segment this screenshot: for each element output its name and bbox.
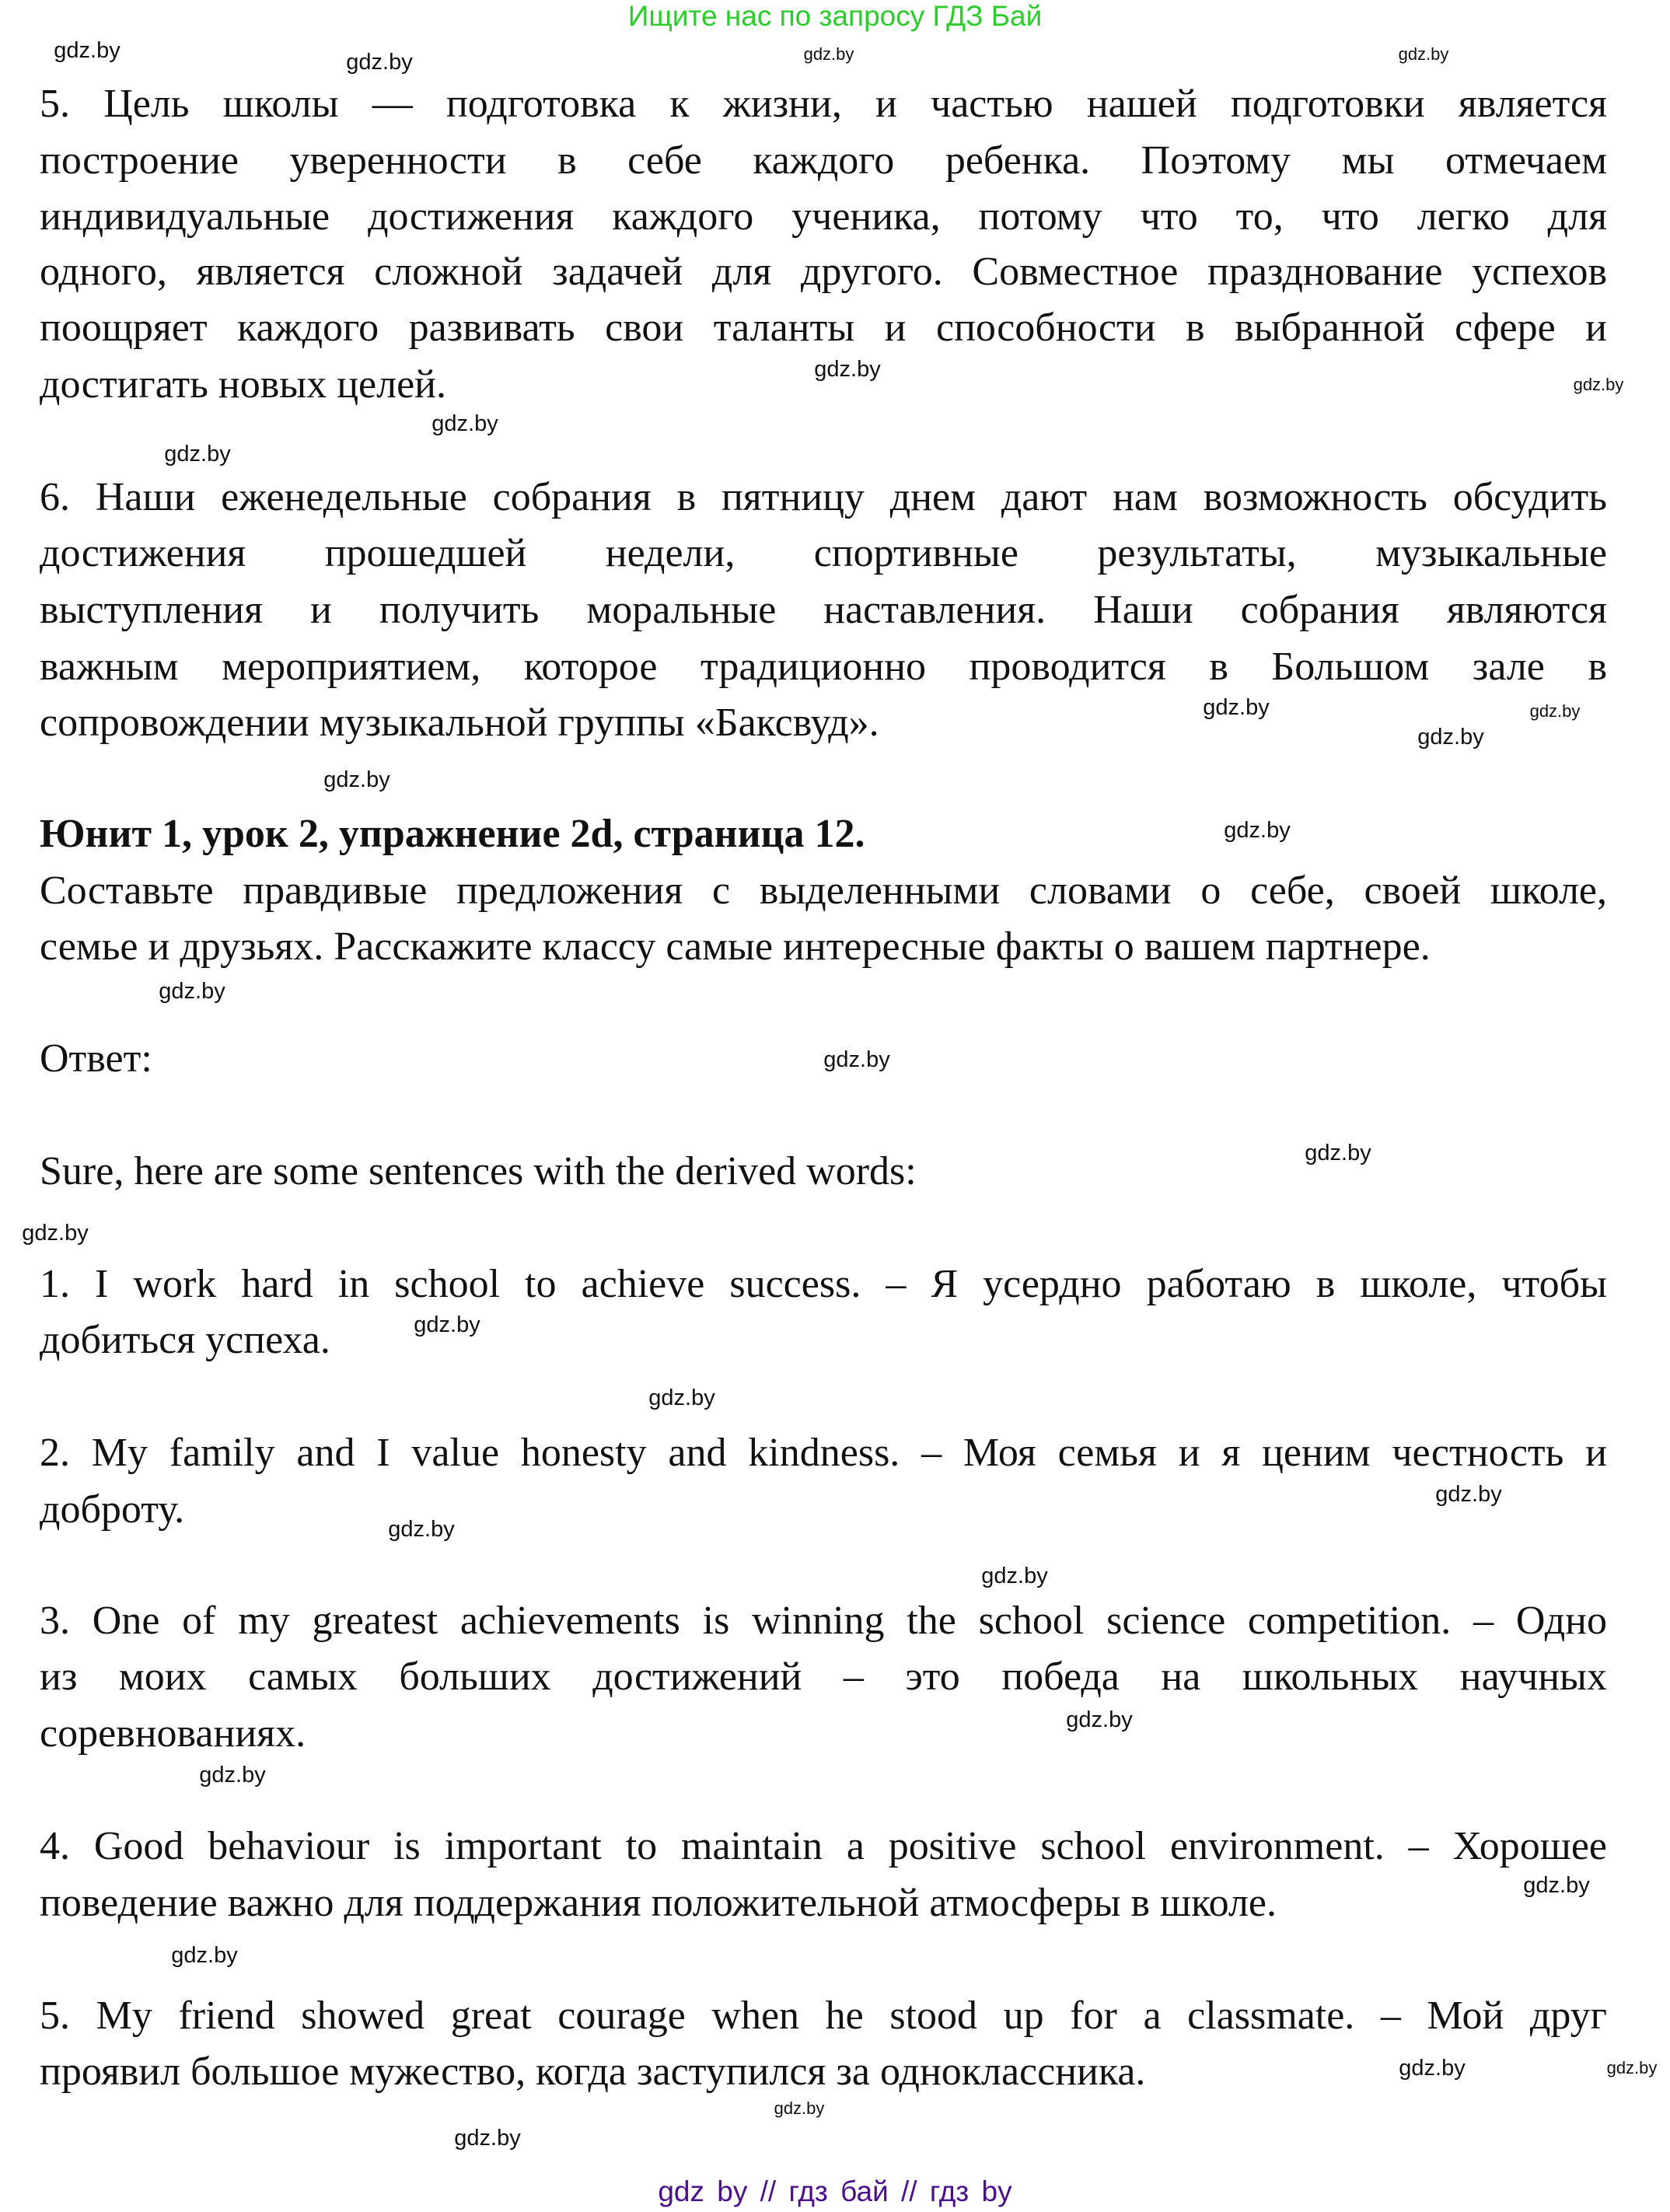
text-line: доброту. [40,1487,185,1532]
text-line: поведение важно для поддержания положительной атмосферы в школе. [40,1881,1277,1925]
text-line: индивидуальные достижения каждого ученика, потому что то, что легко для [40,194,1607,239]
watermark: gdz.by [1398,44,1449,64]
watermark: gdz.by [1203,695,1270,720]
watermark: gdz.by [22,1221,89,1246]
text-line: Ответ: [40,1036,152,1081]
text-line: 5. My friend showed great courage when he stood up for a classmate. – Мой друг [40,1994,1607,2038]
text-line: добиться успеха. [40,1318,330,1362]
watermark: gdz.by [414,1312,480,1337]
text-line: поощряет каждого развивать свои таланты и способности в выбранной сфере и [40,306,1607,350]
text-line: сопровождении музыкальной группы «Баксвуд». [40,701,879,745]
section-heading: Юнит 1, урок 2, упражнение 2d, страница 12. [40,812,865,856]
watermark: gdz.by [171,1943,238,1968]
watermark: gdz.by [1606,2058,1658,2077]
watermark: gdz.by [1573,375,1624,394]
text-line: построение уверенности в себе каждого ребенка. Поэтому мы отмечаем [40,138,1607,183]
watermark: gdz.by [1523,1873,1590,1898]
watermark: gdz.by [323,767,390,792]
watermark: gdz.by [454,2126,521,2151]
watermark: gdz.by [1435,1482,1502,1507]
top-banner-link[interactable]: Ищите нас по запросу ГДЗ Бай [627,0,1043,32]
watermark: gdz.by [54,38,121,63]
bottom-banner-link[interactable]: gdz by // гдз бай // гдз by [658,2175,1012,2207]
watermark: gdz.by [159,979,225,1004]
watermark: gdz.by [431,411,498,436]
watermark: gdz.by [1417,725,1484,750]
watermark: gdz.by [199,1763,266,1787]
watermark: gdz.by [981,1564,1048,1588]
watermark: gdz.by [1066,1707,1133,1732]
text-line: Составьте правдивые предложения с выделенными словами о себе, своей школе, [40,868,1607,913]
text-line: проявил большое мужество, когда заступился за одноклассника. [40,2050,1146,2094]
watermark: gdz.by [803,44,854,64]
watermark: gdz.by [1529,701,1581,721]
text-line: одного, является сложной задачей для другого. Совместное празднование успехов [40,250,1607,294]
text-line: важным мероприятием, которое традиционно проводится в Большом зале в [40,645,1607,689]
text-line: 2. My family and I value honesty and kindness. – Моя семья и я ценим честность и [40,1431,1607,1475]
text-line: 1. I work hard in school to achieve success. – Я усердно работаю в школе, чтобы [40,1262,1607,1306]
text-line: из моих самых больших достижений – это победа на школьных научных [40,1655,1607,1699]
watermark: gdz.by [1224,818,1291,843]
watermark: gdz.by [814,357,881,382]
text-line: семье и друзьях. Расскажите классу самые интересные факты о вашем партнере. [40,924,1431,969]
text-line: 6. Наши еженедельные собрания в пятницу днем дают нам возможность обсудить [40,475,1607,519]
watermark: gdz.by [388,1517,455,1542]
text-line: 5. Цель школы — подготовка к жизни, и частью нашей подготовки является [40,82,1607,126]
watermark: gdz.by [1399,2056,1466,2081]
text-line: достигать новых целей. [40,362,446,407]
text-line: 4. Good behaviour is important to maintain a positive school environment. – Хорошее [40,1824,1607,1868]
text-line: достижения прошедшей недели, спортивные результаты, музыкальные [40,531,1607,575]
text-line: Sure, here are some sentences with the derived words: [40,1149,917,1193]
watermark: gdz.by [1305,1141,1371,1165]
watermark: gdz.by [346,50,413,75]
text-line: соревнованиях. [40,1711,306,1756]
text-line: 3. One of my greatest achievements is winning the school science competition. – Одно [40,1599,1607,1643]
watermark: gdz.by [823,1047,890,1072]
text-line: выступления и получить моральные наставления. Наши собрания являются [40,588,1607,632]
watermark: gdz.by [164,442,231,467]
watermark: gdz.by [648,1386,715,1410]
watermark: gdz.by [774,2098,825,2118]
